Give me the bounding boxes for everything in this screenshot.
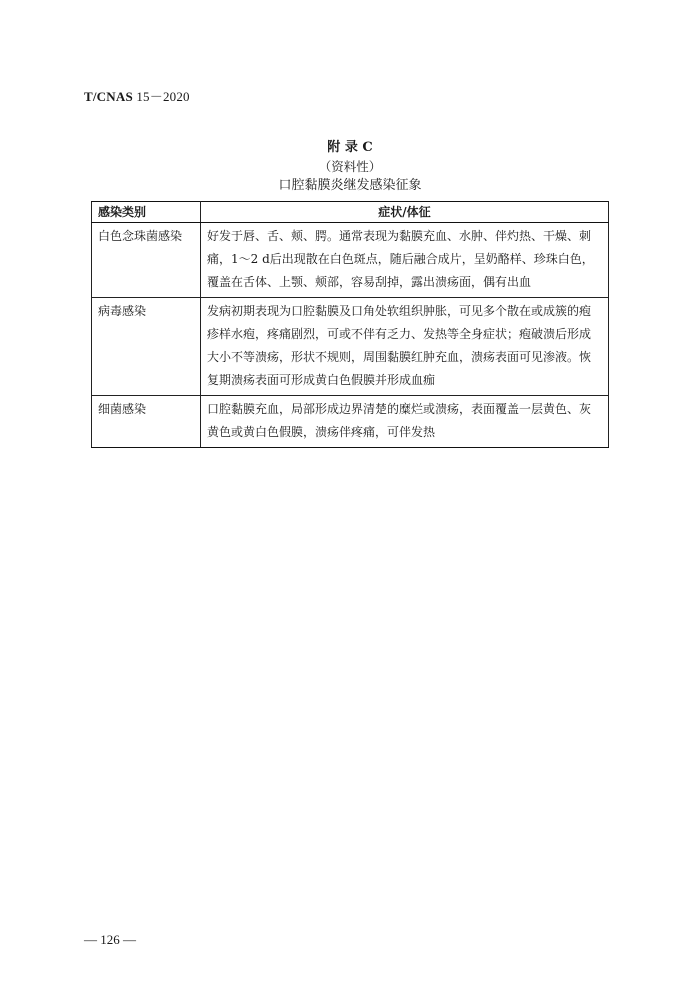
doc-number: 15－2020 [136, 89, 190, 104]
appendix-title-block [0, 139, 700, 196]
appendix-label: 附 录 C [327, 140, 373, 155]
table-row [92, 223, 609, 298]
table-header-row [92, 202, 609, 223]
column-header-category: 感染类别 [92, 202, 201, 223]
symptom-description: 口腔黏膜充血，局部形成边界清楚的糜烂或溃疡，表面覆盖一层黄色、灰黄色或黄白色假膜，溃疡伴疼痛，可伴发热 [201, 396, 609, 448]
symptom-description: 发病初期表现为口腔黏膜及口角处软组织肿胀，可见多个散在或成簇的疱疹样水疱，疼痛剧烈，可或不伴有乏力、发热等全身症状；疱破溃后形成大小不等溃疡，形状不规则，周围黏膜红肿充血，溃疡表面可见渗液。恢复期溃疡表面可形成黄白色假膜并形成血痂 [201, 298, 609, 396]
column-header-symptoms: 症状/体征 [201, 202, 609, 223]
infection-signs-table [91, 201, 609, 448]
appendix-heading: 口腔黏膜炎继发感染征象 [278, 178, 422, 193]
appendix-nature: （资料性） [318, 159, 382, 174]
table-row [92, 298, 609, 396]
infection-category: 白色念珠菌感染 [92, 223, 201, 298]
table-row [92, 396, 609, 448]
document-code [84, 86, 190, 105]
page-number: — 126 — [84, 932, 136, 947]
infection-category: 病毒感染 [92, 298, 201, 396]
symptom-description: 好发于唇、舌、颊、腭。通常表现为黏膜充血、水肿、伴灼热、干燥、刺痛，1～2 d后出现散在白色斑点，随后融合成片，呈奶酪样、珍珠白色，覆盖在舌体、上颚、颊部，容易刮掉，露出溃疡面，偶有出血 [201, 223, 609, 298]
doc-code: T/CNAS [84, 89, 133, 104]
infection-category: 细菌感染 [92, 396, 201, 448]
